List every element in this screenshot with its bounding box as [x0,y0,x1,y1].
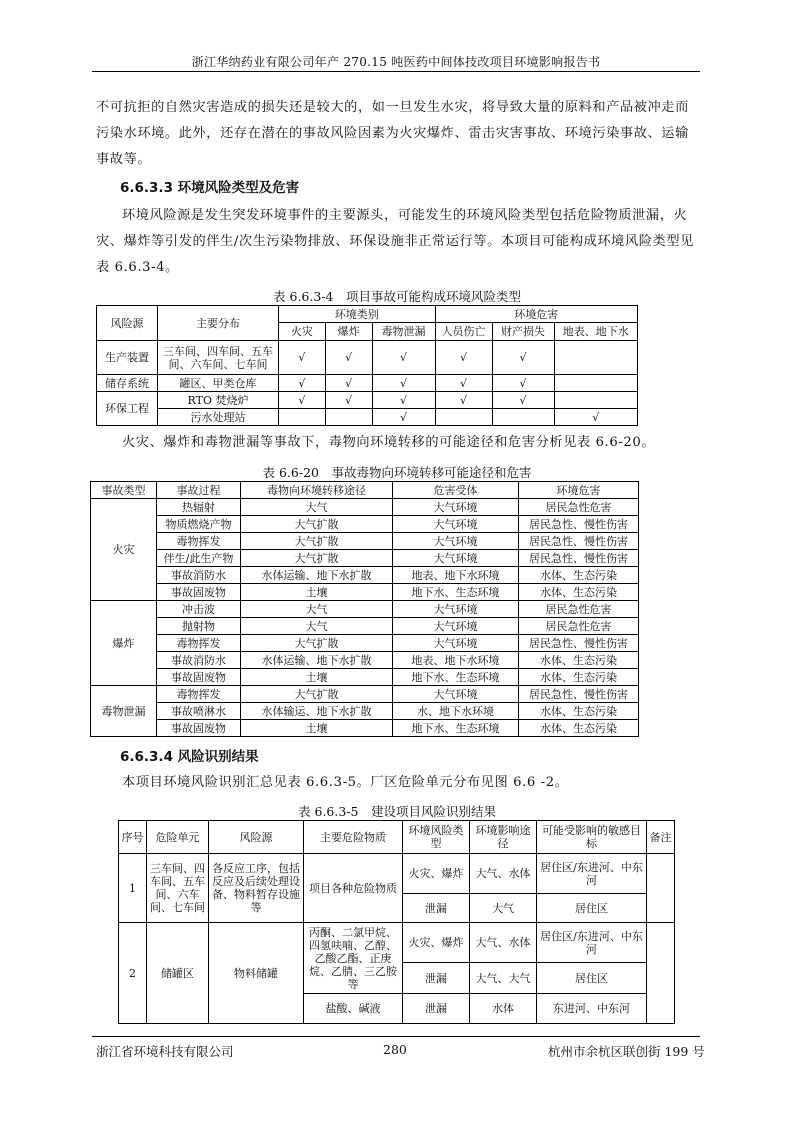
table-cell: 大气环境 [393,499,519,516]
table-cell: 水体、生态污染 [519,720,639,737]
table-row [91,652,639,669]
impact-path-cell: 大气、水体 [470,923,537,963]
paragraph-line: 本项目环境风险识别汇总见表 6.6.3-5。厂区危险单元分布见图 6.6 -2。 [122,775,569,790]
table-cell: 热辐射 [157,499,241,516]
table-cell: 生产装置 [97,341,158,375]
substance-cell: 盐酸、碱液 [304,994,403,1024]
toxic-transfer-table-body [91,482,639,737]
risk-identification-table-body [119,821,675,1024]
intro-paragraph [96,95,698,173]
risk-type-cell: 火灾、爆炸 [403,854,470,894]
check-mark: √ [435,392,492,409]
table-cell: 大气 [241,601,393,618]
table-caption: 表 6.6-20 事故毒物向环境转移可能途径和危害 [262,465,532,480]
table-row [91,635,639,652]
check-mark: √ [278,392,325,409]
check-mark: √ [492,375,554,392]
table-cell: RTO 焚烧炉 [158,392,279,409]
table-row [119,923,675,963]
table-cell: 居民急性危害 [519,499,639,516]
check-mark: √ [492,392,554,409]
toxic-transfer-table [90,481,639,737]
table-row [97,341,638,375]
risk-identification-table [118,820,675,1024]
check-mark [325,409,372,426]
remark-cell [647,923,675,1024]
sensitive-target-cell: 居住区/东进河、中东河 [537,923,647,963]
table-cell: 毒物挥发 [157,635,241,652]
hazard-unit-cell: 三车间、四车间、五车间、六车间、七车间 [147,854,209,923]
accident-type-cell: 爆炸 [91,601,157,686]
header-cell: 主要危险物质 [304,821,403,854]
check-mark: √ [435,341,492,375]
table-cell: 事故消防水 [157,567,241,584]
table-cell: 地下水、生态环境 [393,584,519,601]
accident-type-cell: 火灾 [91,499,157,601]
footer-divider [92,1036,700,1037]
table-cell: 水体、生态污染 [519,652,639,669]
table-cell: 大气环境 [393,635,519,652]
impact-path-cell: 大气、大气 [470,963,537,994]
header-divider [92,71,700,72]
header-cell: 财产损失 [492,323,554,341]
header-cell: 地表、地下水 [554,323,637,341]
table-caption: 表 6.6.3-4 项目事故可能构成环境风险类型 [273,289,521,304]
row-number-cell: 2 [119,923,147,1024]
table-cell: 大气环境 [393,550,519,567]
header-cell: 环境影响途径 [470,821,537,854]
risk-type-cell: 火灾、爆炸 [403,923,470,963]
transition-paragraph [96,430,716,456]
table-row [91,703,639,720]
table-cell: 大气 [241,499,393,516]
header-cell: 主要分布 [158,306,279,341]
table-cell: 物质燃烧产物 [157,516,241,533]
substance-cell: 丙酮、二氯甲烷、四氢呋喃、乙醇、乙酸乙酯、正庚烷、乙腈、三乙胺等 [304,923,403,994]
accident-type-cell: 毒物泄漏 [91,686,157,737]
table-cell: 居民急性、慢性伤害 [519,533,639,550]
table-row [97,392,638,409]
table-row [97,409,638,426]
table-cell: 大气 [241,618,393,635]
table-cell: 居民急性、慢性伤害 [519,516,639,533]
table-cell: 大气环境 [393,686,519,703]
header-cell: 风险源 [97,306,158,341]
table-cell: 地下水、生态环境 [393,720,519,737]
check-mark: √ [554,409,637,426]
table-cell: 大气扩散 [241,686,393,703]
substance-cell: 项目各种危险物质 [304,854,403,923]
header-cell: 爆炸 [325,323,372,341]
check-mark: √ [435,375,492,392]
footer-company: 浙江省环境科技有限公司 [96,1044,234,1059]
table-cell: 冲击波 [157,601,241,618]
table-row [91,720,639,737]
table-cell: 污水处理站 [158,409,279,426]
risk-source-cell: 各反应工序，包括反应及后续处理设备、物料暂存设施等 [209,854,304,923]
table-cell: 水体、生态污染 [519,703,639,720]
check-mark [492,409,554,426]
table-cell: 水、地下水环境 [393,703,519,720]
header-cell: 危险单元 [147,821,209,854]
table-row [91,516,639,533]
row-number-cell: 1 [119,854,147,923]
table-cell: 毒物挥发 [157,686,241,703]
table-cell: 土壤 [241,584,393,601]
check-mark: √ [325,392,372,409]
table-cell: 居民急性、慢性伤害 [519,550,639,567]
table-cell: 土壤 [241,720,393,737]
risk-type-cell: 泄漏 [403,994,470,1024]
table-cell: 大气环境 [393,601,519,618]
table-cell: 事故固废物 [157,584,241,601]
table-cell: 大气扩散 [241,516,393,533]
header-cell: 环境风险类型 [403,821,470,854]
check-mark [278,409,325,426]
table-cell: 大气环境 [393,533,519,550]
check-mark: √ [372,375,435,392]
check-mark: √ [372,392,435,409]
section-heading-6633: 6.6.3.3 环境风险类型及危害 [120,180,300,196]
header-cell: 危害受体 [393,482,519,499]
intro-line: 不可抗拒的自然灾害造成的损失还是较大的，如一旦发生水灾，将导致大量的原料和产品被冲走而 [96,100,689,115]
check-mark: √ [278,341,325,375]
check-mark [554,341,637,375]
risk-type-cell: 泄漏 [403,963,470,994]
risk-source-cell: 物料储罐 [209,923,304,1024]
table-cell: 地表、地下水环境 [393,567,519,584]
check-mark [554,375,637,392]
section-heading-6634: 6.6.3.4 风险识别结果 [120,749,259,765]
table-cell: 水体运输、地下水扩散 [241,567,393,584]
hazard-unit-cell: 储罐区 [147,923,209,1024]
paragraph-line: 表 6.6.3-4。 [96,260,179,275]
table-cell: 大气环境 [393,516,519,533]
sensitive-target-cell: 东进河、中东河 [537,994,647,1024]
check-mark: √ [325,375,372,392]
header-cell: 火灾 [278,323,325,341]
check-mark: √ [278,375,325,392]
page-header: 浙江华纳药业有限公司年产 270.15 吨医药中间体技改项目环境影响报告书 [191,55,601,69]
table-row [91,618,639,635]
header-cell: 环境类别 [278,306,435,323]
header-cell: 环境危害 [519,482,639,499]
table-cell: 居民急性危害 [519,618,639,635]
table-cell: 水体、生态污染 [519,584,639,601]
table-cell: 储存系统 [97,375,158,392]
table-cell: 水体运输、地下水扩散 [241,652,393,669]
table-cell: 事故喷淋水 [157,703,241,720]
paragraph-line: 灾、爆炸等引发的伴生/次生污染物排放、环保设施非正常运行等。本项目可能构成环境风险类型见 [96,234,694,249]
table-cell: 事故消防水 [157,652,241,669]
table-cell: 水体输运、地下水扩散 [241,703,393,720]
table-cell: 抛射物 [157,618,241,635]
table-cell: 事故固废物 [157,720,241,737]
footer-address: 杭州市余杭区联创街 199 号 [548,1044,705,1059]
table-cell: 大气扩散 [241,533,393,550]
check-mark: √ [492,341,554,375]
table-cell: 大气环境 [393,618,519,635]
sensitive-target-cell: 居住区 [537,963,647,994]
risk-type-cell: 泄漏 [403,894,470,923]
header-cell: 序号 [119,821,147,854]
header-cell: 毒物向环境转移途径 [241,482,393,499]
table-cell: 地表、地下水环境 [393,652,519,669]
paragraph-line: 环境风险源是发生突发环境事件的主要源头，可能发生的环境风险类型包括危险物质泄漏，火 [122,208,688,223]
header-cell: 毒物泄漏 [372,323,435,341]
table-row [91,601,639,618]
impact-path-cell: 大气 [470,894,537,923]
table-row [91,533,639,550]
sensitive-target-cell: 居住区 [537,894,647,923]
table-cell: 伴生/此生产物 [157,550,241,567]
table-cell: 罐区、甲类仓库 [158,375,279,392]
table-row [91,499,639,516]
header-cell: 风险源 [209,821,304,854]
table-cell: 地下水、生态环境 [393,669,519,686]
header-cell: 环境危害 [435,306,637,323]
table-row [91,669,639,686]
table-row [91,584,639,601]
sensitive-target-cell: 居住区/东进河、中东河 [537,854,647,894]
table-cell: 毒物挥发 [157,533,241,550]
table-row [91,686,639,703]
intro-line: 事故等。 [96,152,152,167]
table-cell: 事故固废物 [157,669,241,686]
table-cell: 环保工程 [97,392,158,426]
table-cell: 水体、生态污染 [519,567,639,584]
table-cell: 三车间、四车间、五车间、六车间、七车间 [158,341,279,375]
check-mark [554,392,637,409]
impact-path-cell: 水体 [470,994,537,1024]
table-cell: 居民急性、慢性伤害 [519,635,639,652]
header-cell: 人员伤亡 [435,323,492,341]
table-cell: 土壤 [241,669,393,686]
section-6633-paragraph [96,203,698,281]
check-mark [435,409,492,426]
table-cell: 居民急性危害 [519,601,639,618]
check-mark: √ [325,341,372,375]
table-row [91,567,639,584]
check-mark: √ [372,341,435,375]
section-6634-paragraph [96,770,698,796]
intro-line: 污染水环境。此外，还存在潜在的事故风险因素为火灾爆炸、雷击灾害事故、环境污染事故、运输 [96,126,689,141]
page-number: 280 [383,1042,407,1057]
table-cell: 水体、生态污染 [519,669,639,686]
table-row [119,854,675,894]
table-row [97,375,638,392]
table-row [91,550,639,567]
header-cell: 备注 [647,821,675,854]
remark-cell [647,854,675,923]
impact-path-cell: 大气、水体 [470,854,537,894]
table-caption: 表 6.6.3-5 建设项目风险识别结果 [298,804,496,819]
table-cell: 大气扩散 [241,550,393,567]
table-cell: 居民急性、慢性伤害 [519,686,639,703]
paragraph-line: 火灾、爆炸和毒物泄漏等事故下，毒物向环境转移的可能途径和危害分析见表 6.6-20。 [122,435,656,450]
header-cell: 事故类型 [91,482,157,499]
header-cell: 可能受影响的敏感目标 [537,821,647,854]
check-mark: √ [372,409,435,426]
risk-type-table [96,305,638,426]
table-cell: 大气扩散 [241,635,393,652]
header-cell: 事故过程 [157,482,241,499]
